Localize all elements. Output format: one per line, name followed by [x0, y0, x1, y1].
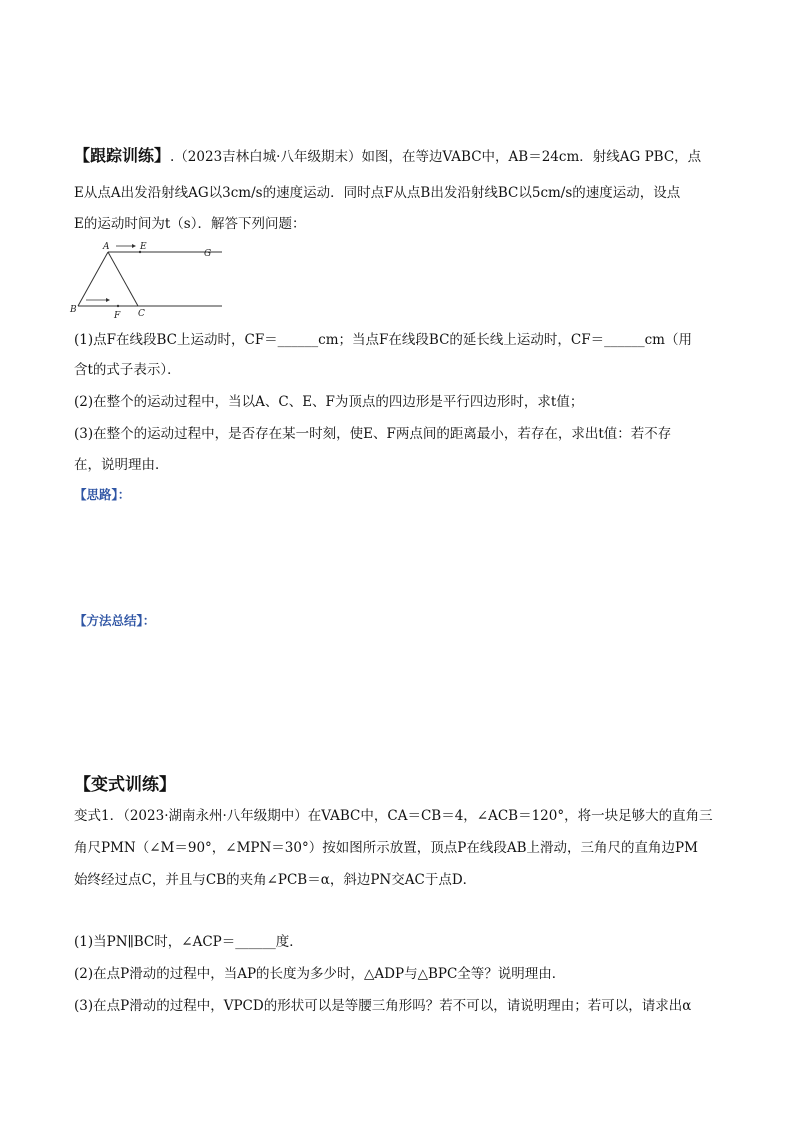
- side-AB: [78, 252, 108, 306]
- tracking-problem-line-2: E从点A出发沿射线AG以3cm/s的速度运动．同时点F从点B出发沿射线BC以5cm/s的速度运动，设点: [74, 185, 681, 201]
- variant-question-2: (2)在点P滑动的过程中，当AP的长度为多少时，△ADP与△BPC全等？说明理由．: [74, 966, 566, 982]
- tracking-question-3a: (3)在整个的运动过程中，是否存在某一时刻，使E、F两点间的距离最小，若存在，求出t值：若不存: [74, 426, 672, 442]
- label-G: G: [204, 249, 212, 259]
- variant-problem-line-1: 变式1．（2023·湖南永州·八年级期中）在VABC中，CA＝CB＝4，∠ACB＝120°，将一块足够大的直角三: [74, 808, 713, 824]
- variant-question-3: (3)在点P滑动的过程中，VPCD的形状可以是等腰三角形吗？若不可以，请说明理由；若可以，请求出α: [74, 998, 692, 1014]
- tracking-question-2: (2)在整个的运动过程中，当以A、C、E、F为顶点的四边形是平行四边形时，求t值；: [74, 394, 584, 410]
- tracking-question-1b: 含t的式子表示）．: [74, 362, 181, 378]
- arrow-E-head: [132, 244, 136, 248]
- label-A: A: [103, 242, 110, 252]
- motion-figure: [70, 238, 230, 320]
- arrow-F-head: [106, 298, 110, 302]
- tracking-title: 【跟踪训练】: [74, 146, 171, 165]
- label-B: B: [70, 305, 77, 315]
- side-AC: [108, 252, 138, 306]
- tracking-question-3b: 在，说明理由．: [74, 457, 169, 473]
- label-C: C: [138, 309, 145, 319]
- tracking-text-1: .（2023吉林白城·八年级期末）如图，在等边VABC中，AB＝24cm．射线AG PBC，点: [170, 149, 702, 165]
- point-F: [117, 305, 119, 307]
- figure-svg: [70, 238, 230, 320]
- label-F: F: [114, 311, 121, 321]
- variant-question-1: (1)当PN∥BC时，∠ACP＝______度．: [74, 934, 303, 950]
- variant-title: 【变式训练】: [74, 775, 176, 795]
- label-E: E: [140, 242, 147, 252]
- tracking-problem-line-1: [74, 146, 724, 167]
- variant-problem-line-2: 角尺PMN（∠M＝90°，∠MPN＝30°）按如图所示放置，顶点P在线段AB上滑动，三角尺的直角边PM: [74, 840, 698, 856]
- variant-problem-line-3: 始终经过点C，并且与CB的夹角∠PCB＝α，斜边PN交AC于点D．: [74, 872, 477, 888]
- method-summary-label: 【方法总结】：: [74, 613, 156, 628]
- tracking-question-1a: (1)点F在线段BC上运动时，CF＝______cm；当点F在线段BC的延长线上运动时，CF＝______cm（用: [74, 332, 692, 348]
- thinking-label: 【思路】：: [74, 487, 131, 502]
- tracking-problem-line-3: E的运动时间为t（s）．解答下列问题：: [74, 216, 306, 232]
